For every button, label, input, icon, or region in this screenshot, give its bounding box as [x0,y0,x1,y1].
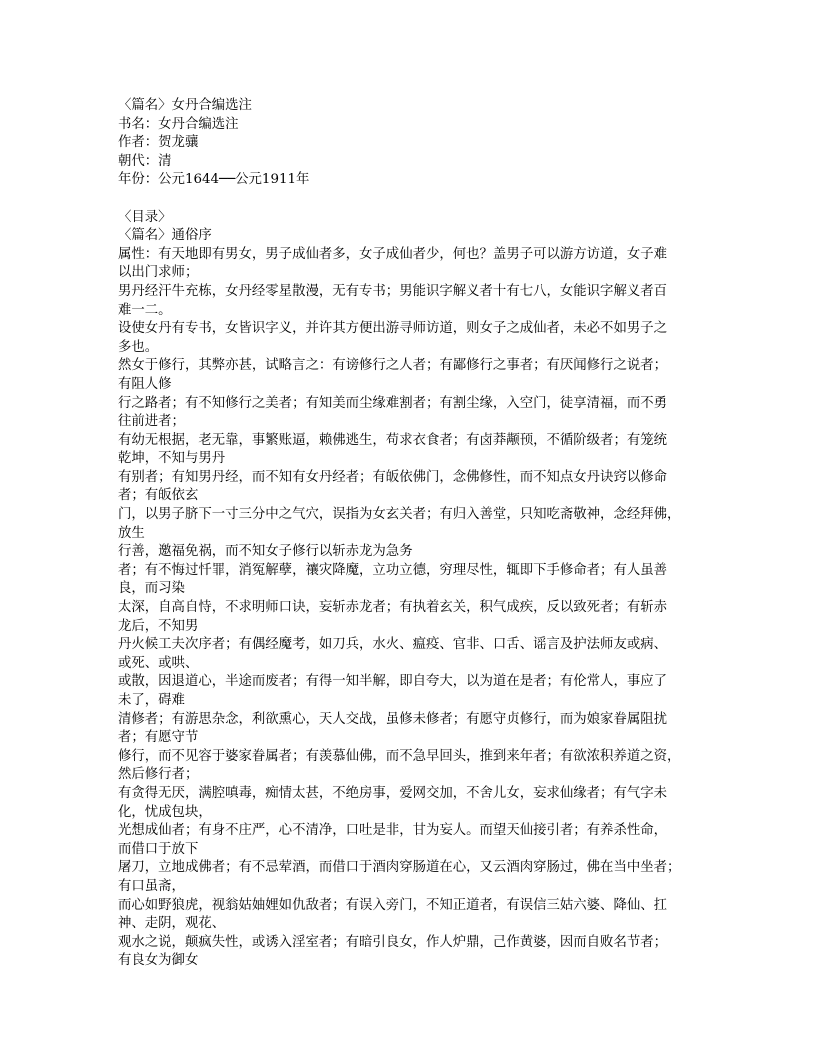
years: 年份：公元1644──公元1911年 [118,172,310,188]
text-line: 化，忧成包块， [118,804,212,820]
blank-line [118,190,704,209]
text-line: 丹火候工夫次序者；有偶经魔考，如刀兵，水火、瘟疫、官非、口舌、谣言及护法师友或病、 [118,637,668,653]
text-line: 门，以男子脐下一寸三分中之气穴，误指为女玄关者；有归入善堂，只知吃斋敬神，念经拜佛， [118,507,681,523]
text-line: 男丹经汗牛充栋，女丹经零星散漫，无有专书；男能识字解义者十有七八，女能识字解义者百 [118,283,668,299]
text-line: 修行，而不见容于婆家眷属者；有羡慕仙佛，而不急早回头，推到来年者；有欲浓积养道之资， [118,748,681,764]
section-title: 〈篇名〉女丹合编选注 [118,98,252,113]
text-line: 者；有皈依玄 [118,488,199,504]
text-line: 而心如野狼虎，视翁姑妯娌如仇敌者；有误入旁门，不知正道者，有误信三姑六婆、降仙、扛 [118,897,668,913]
text-line: 而借口于放下 [118,841,199,857]
text-line: 属性：有天地即有男女，男子成仙者多，女子成仙者少，何也？盖男子可以游方访道，女子难 [118,246,668,262]
text-line: 未了，碍难 [118,693,185,708]
text-line: 放生 [118,525,145,541]
text-line: 难一二。 [118,302,172,318]
text-line: 有口虽斋， [118,878,185,894]
text-line: 有良女为御女 [118,953,199,969]
text-line: 行善，邀福免祸，而不知女子修行以斩赤龙为急务 [118,544,413,560]
text-line: 有贪得无厌，满腔嗔毒，痴情太甚，不绝房事，爱网交加，不舍儿女，妄求仙缘者；有气字未 [118,785,668,801]
text-line: 神、走阴，观花、 [118,916,226,932]
text-line: 设使女丹有专书，女皆识字义，并许其方便出游寻师访道，则女子之成仙者，未必不如男子之 [118,321,668,337]
text-line: 清修者；有游思杂念，利欲熏心，天人交战，虽修未修者；有愿守贞修行，而为娘家眷属阻扰 [118,711,668,727]
text-line: 有别者；有知男丹经，而不知有女丹经者；有皈依佛门，念佛修性，而不知点女丹诀窍以修命 [118,469,668,485]
text-line: 然女于修行，其弊亦甚，试略言之：有谤修行之人者；有鄙修行之事者；有厌闻修行之说者； [118,358,668,374]
author: 作者：贺龙骧 [118,135,199,151]
text-line: 多也。 [118,339,159,355]
toc-label: 〈目录〉 [118,209,172,225]
text-line: 太深，自高自恃，不求明师口诀，妄斩赤龙者；有执着玄关，积气成疾，反以致死者；有斩赤 [118,600,668,616]
text-line: 行之路者；有不知修行之美者；有知美而尘缘难割者；有割尘缘，入空门，徒享清福，而不勇 [118,395,668,411]
text-line: 往前进者； [118,414,185,430]
text-line: 有阻人修 [118,376,172,392]
text-line: 有幼无根据，老无靠，事繁账逼，赖佛逃生，苟求衣食者；有卤莽颟顸，不循阶级者；有笼统 [118,432,668,448]
text-line: 以出门求师； [118,265,199,281]
text-line: 观水之说，颠疯失性，或诱入淫室者；有暗引良女，作人炉鼎，己作黄婆，因而自败名节者； [118,934,668,950]
text-line: 者；有愿守节 [118,730,199,746]
dynasty: 朝代：清 [118,153,172,169]
text-line: 光想成仙者；有身不庄严，心不清净，口吐是非，甘为妄人。而望天仙接引者；有养杀性命， [118,823,668,839]
text-line: 或死、或哄、 [118,655,199,671]
text-line: 然后修行者； [118,767,199,783]
body-text [118,246,704,971]
text-line: 者；有不悔过忏罪，消冤解孽，禳灾降魔，立功立德，穷理尽性，辄即下手修命者；有人虽善 [118,562,668,578]
text-line: 良，而习染 [118,581,185,597]
text-line: 屠刀，立地成佛者；有不忌荤酒，而借口于酒肉穿肠道在心，又云酒肉穿肠过，佛在当中坐者； [118,860,681,876]
document-page [118,97,704,971]
text-line: 或散，因退道心，半途而废者；有得一知半解，即自夸大，以为道在是者；有伦常人，事应了 [118,674,668,690]
text-line: 龙后，不知男 [118,618,199,634]
text-line: 乾坤，不知与男丹 [118,451,226,467]
chapter-title: 〈篇名〉通俗序 [118,228,212,244]
book-name: 书名：女丹合编选注 [118,116,239,132]
